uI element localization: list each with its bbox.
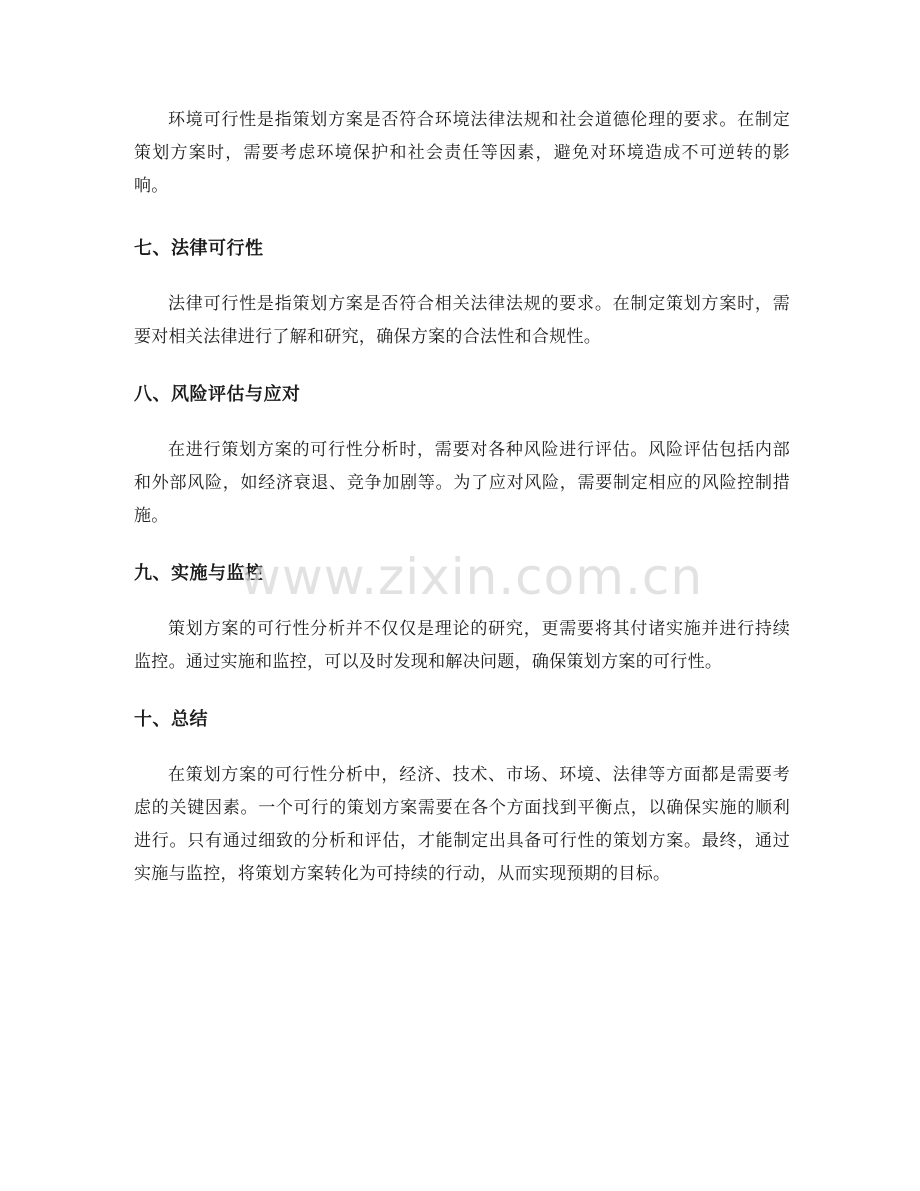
section-heading-risk: 八、风险评估与应对 bbox=[134, 384, 301, 405]
watermark: www.zixin.com.cn bbox=[240, 548, 704, 606]
intro-paragraph: 环境可行性是指策划方案是否符合环境法律法规和社会道德伦理的要求。在制定策划方案时，需要考虑环境保护和社会责任等因素，避免对环境造成不可逆转的影响。 bbox=[134, 110, 790, 196]
section-heading-summary: 十、总结 bbox=[134, 709, 208, 730]
section-heading-legal: 七、法律可行性 bbox=[134, 238, 264, 259]
section-heading-implementation: 九、实施与监控 bbox=[134, 563, 264, 584]
section-body-legal: 法律可行性是指策划方案是否符合相关法律法规的要求。在制定策划方案时，需要对相关法律进行了解和研究，确保方案的合法性和合规性。 bbox=[134, 294, 790, 347]
section-body-summary: 在策划方案的可行性分析中，经济、技术、市场、环境、法律等方面都是需要考虑的关键因素。一个可行的策划方案需要在各个方面找到平衡点，以确保实施的顺利进行。只有通过细致的分析和评估，才能制定出具备可行性的策划方案。最终，通过实施与监控，将策划方案转化为可持续的行动，从而实现预期的目标。 bbox=[134, 765, 790, 884]
section-body-risk: 在进行策划方案的可行性分析时，需要对各种风险进行评估。风险评估包括内部和外部风险，如经济衰退、竞争加剧等。为了应对风险，需要制定相应的风险控制措施。 bbox=[134, 440, 790, 526]
document-body bbox=[134, 104, 790, 891]
section-body-implementation: 策划方案的可行性分析并不仅仅是理论的研究，更需要将其付诸实施并进行持续监控。通过实施和监控，可以及时发现和解决问题，确保策划方案的可行性。 bbox=[134, 619, 790, 672]
